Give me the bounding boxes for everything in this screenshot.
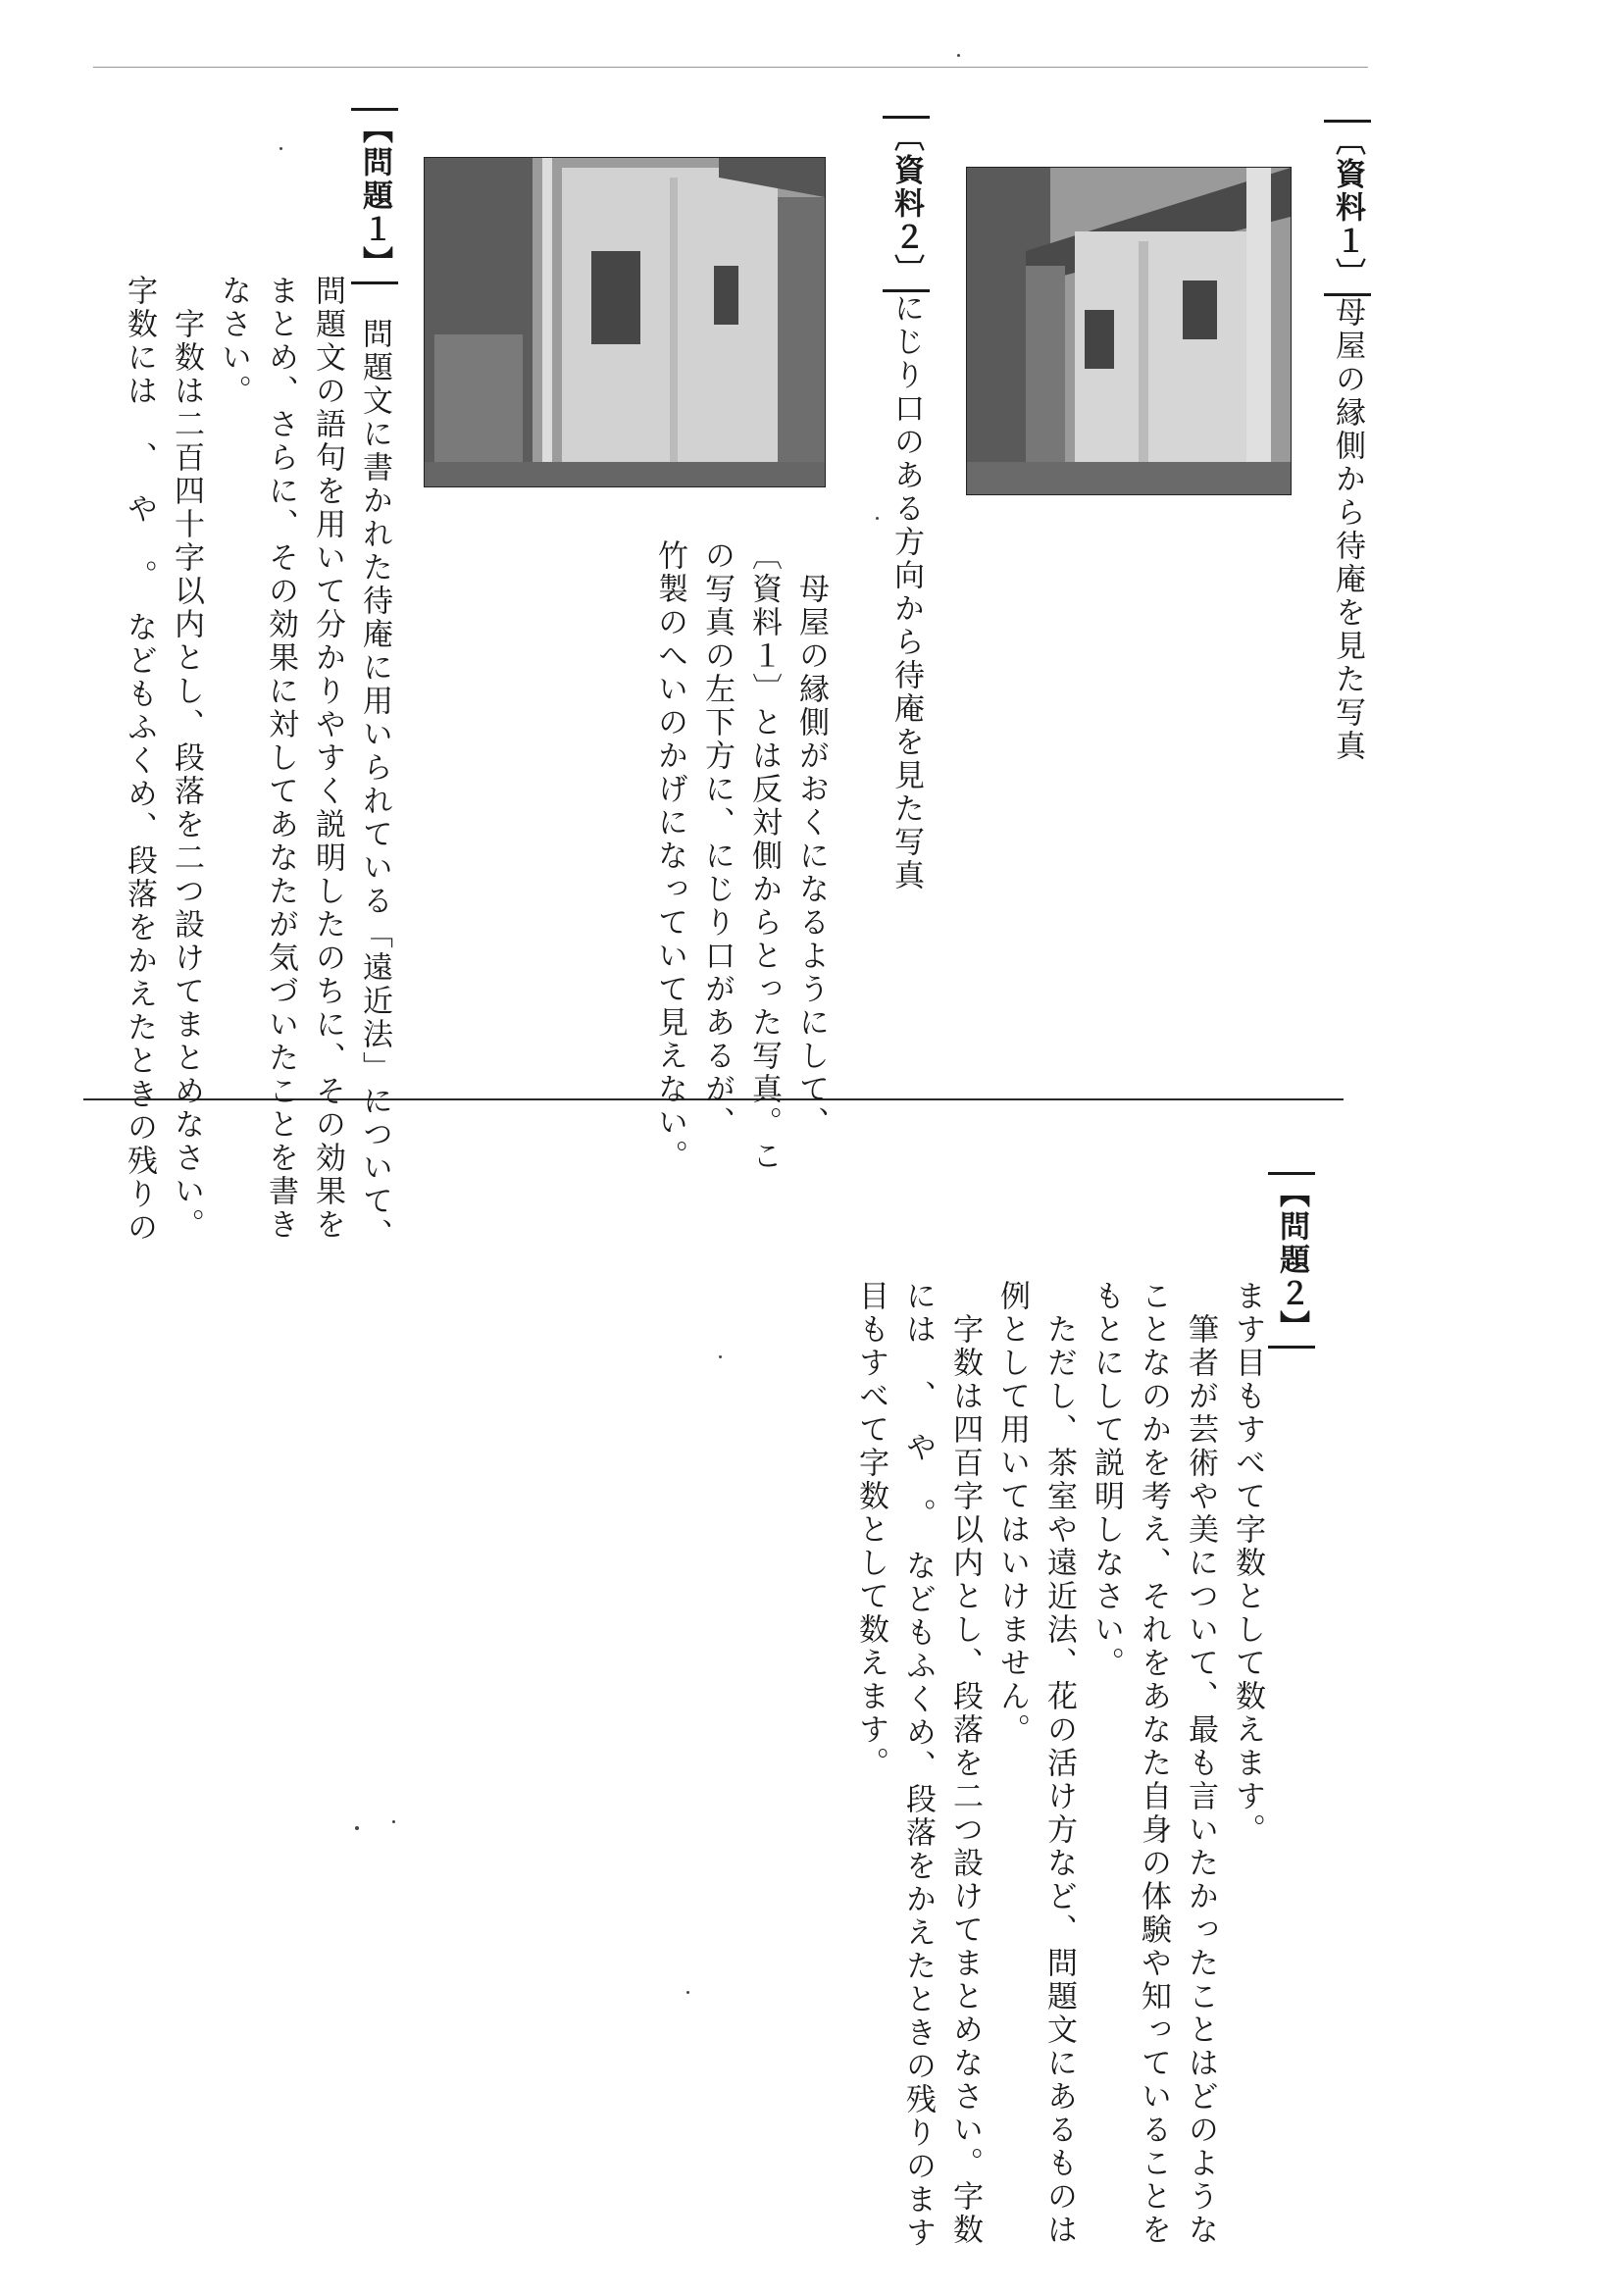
question2-tag: 【問題２】	[1268, 1172, 1315, 1349]
source1-photo	[966, 167, 1292, 495]
scan-speck	[279, 147, 282, 150]
source2-photo	[424, 157, 826, 487]
question2-line: ことなのかを考え、それをあなた自身の体験や知っていることを	[1136, 1280, 1171, 2247]
question1-line: 字数は二百四十字以内とし、段落を二つ設けてまとめなさい。	[169, 275, 204, 1242]
scan-speck	[355, 1826, 359, 1830]
question2-line: には 、 や 。 などもふくめ、段落をかえたときの残りのます	[900, 1280, 936, 2250]
source1-caption-text: 母屋の縁側から待庵を見た写真	[1330, 296, 1365, 763]
source2-note	[646, 539, 835, 1173]
scan-speck	[686, 1991, 689, 1994]
question2-line: ただし、茶室や遠近法、花の活け方など、問題文にあるものは	[1041, 1280, 1077, 2247]
question1-line: 問題文の語句を用いて分かりやすく説明したのちに、その効果を	[310, 275, 345, 1242]
question1-block	[116, 108, 398, 1251]
question2-line: ます目もすべて字数として数えます。	[1230, 1280, 1265, 1847]
question2-line: 字数は四百字以内とし、段落を二つ設けてまとめなさい。字数	[947, 1280, 983, 2247]
source2-caption	[883, 116, 930, 892]
question2-line: 目もすべて字数として数えます。	[853, 1280, 888, 1780]
source2-caption-text: にじり口のある方向から待庵を見た写真	[888, 292, 924, 892]
question2-line: もとにして説明しなさい。	[1089, 1280, 1124, 1680]
scan-speck	[719, 1355, 722, 1358]
question1-line: まとめ、さらに、その効果に対してあなたが気づいたことを書き	[263, 275, 298, 1242]
scan-speck	[957, 54, 960, 57]
question1-tag: 【問題１】	[351, 108, 398, 284]
source2-note-line: の写真の左下方に、にじり口があるが、	[699, 539, 735, 1140]
top-rule	[93, 67, 1368, 68]
source2-tag: 〔資料２〕	[883, 116, 930, 292]
question2-tag-col	[1268, 1172, 1315, 1349]
question2-line: 筆者が芸術や美について、最も言いたかったことはどのような	[1183, 1280, 1218, 2247]
scan-speck	[392, 1820, 395, 1823]
source2-note-line: 〔資料１〕とは反対側からとった写真。こ	[746, 539, 782, 1173]
question2-line: 例として用いてはいけません。	[994, 1280, 1030, 1747]
question2-block	[847, 1280, 1271, 2250]
question1-line: なさい。	[216, 275, 251, 408]
question1-line: 字数には 、 や 。 などもふくめ、段落をかえたときの残りの	[122, 275, 157, 1245]
source1-tag: 〔資料１〕	[1324, 120, 1371, 296]
source2-note-line: 竹製のへいのかげになっていて見えない。	[652, 539, 687, 1173]
source1-caption	[1324, 120, 1371, 763]
scan-speck	[876, 517, 879, 520]
question1-line: 問題文に書かれた待庵に用いられている「遠近法」について、	[357, 318, 392, 1251]
source2-note-line: 母屋の縁側がおくになるようにして、	[793, 539, 829, 1140]
